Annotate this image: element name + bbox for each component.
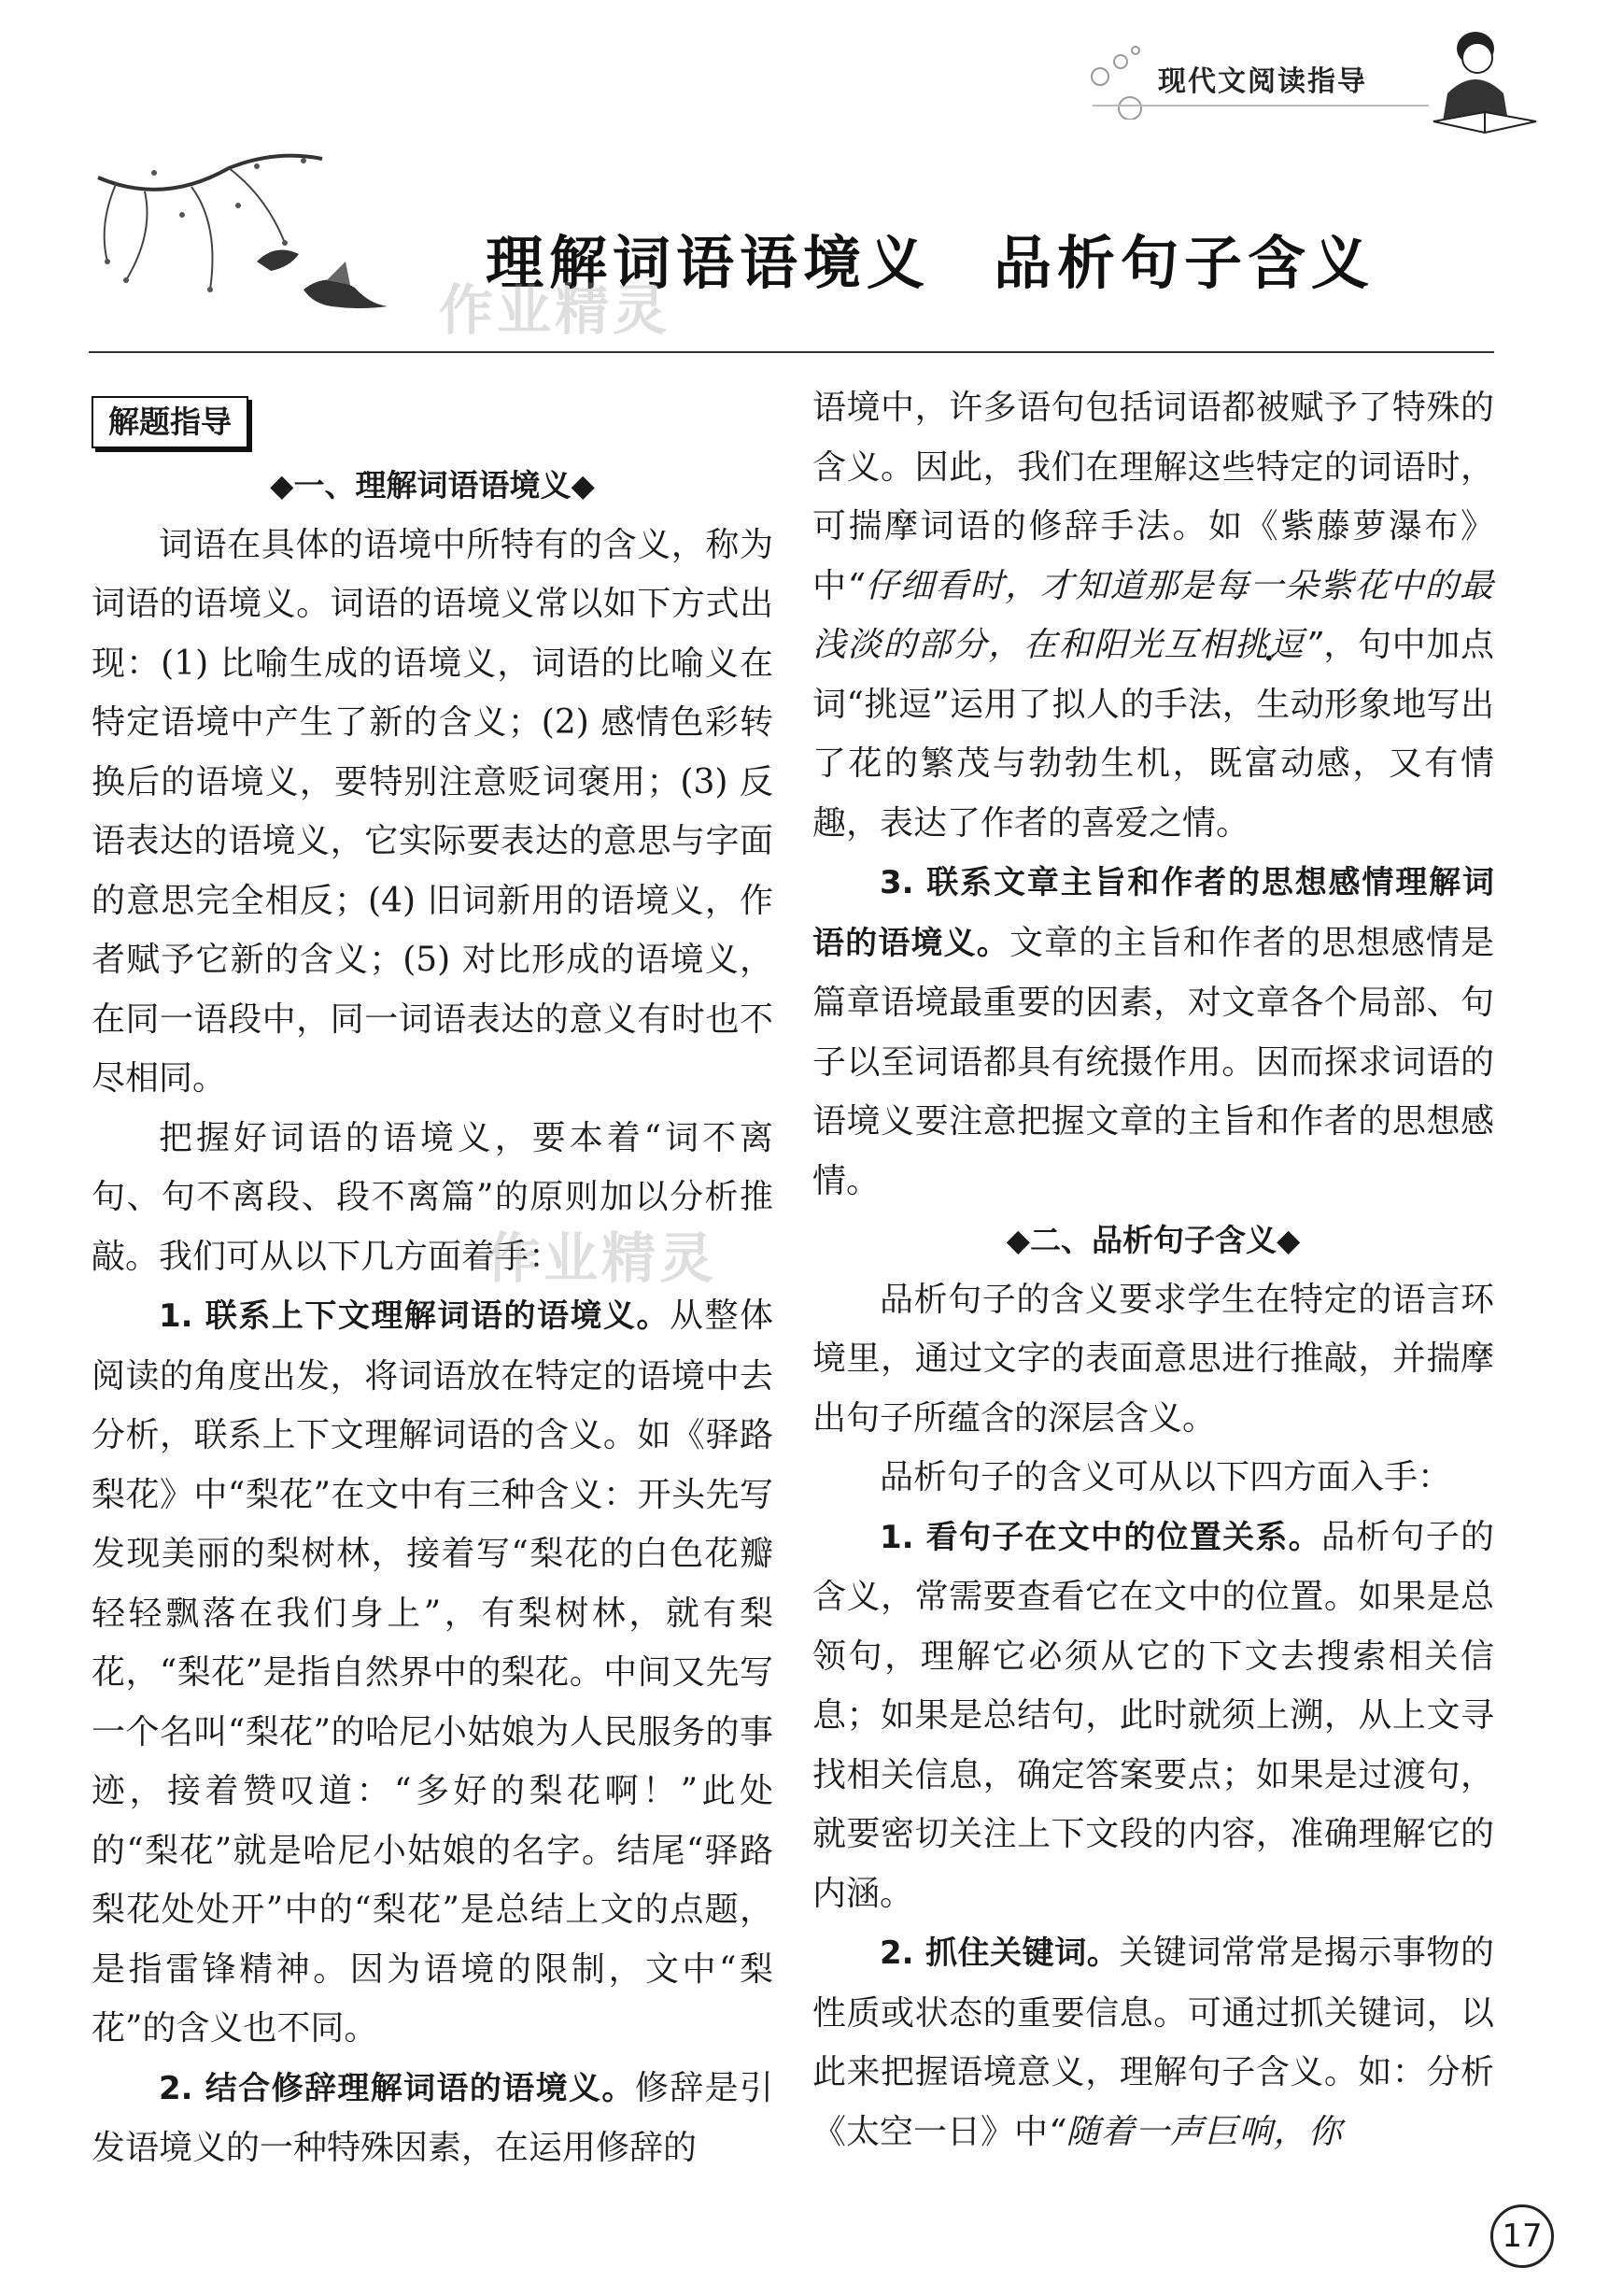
paragraph: 品析句子的含义要求学生在特定的语言环境里，通过文字的表面意思进行推敲，并揣摩出句子所蕴含的深层含义。 (812, 1280, 1494, 1438)
header-tag: 现代文阅读指导 (1158, 65, 1367, 98)
point-2-body: 修辞是引发语境义的一种特殊因素，在运用修辞的 (92, 2068, 773, 2167)
s-point-2-heading: 2. 抓住关键词。 (880, 1935, 1120, 1972)
decorative-bubbles-icon (1083, 45, 1158, 120)
s-point-1-paragraph (812, 1508, 1494, 1924)
paragraph: 把握好词语的语境义，要本着“词不离句、句不离段、段不离篇”的原则加以分析推敲。我们可从以下几方面着手： (92, 1118, 773, 1276)
point-2-text: 语境中，许多语句包括词语都被赋予了特殊的含义。因此，我们在理解这些特定的词语时，可揣摩词语的修辞手法。如《紫藤萝瀑布》中 (812, 389, 1494, 605)
dotted-word (1235, 626, 1305, 664)
page-number: 17 (1490, 2204, 1554, 2268)
watermark: 作业精灵 (439, 278, 671, 342)
point-3-paragraph (812, 853, 1494, 1211)
point-2-continued (812, 378, 1494, 853)
s-point-2-body: 关键词常常是揭示事物的性质或状态的重要信息。可通过抓关键词，以此来把握语境意义，理解句子含义。如：分析《太空一日》中 (812, 1934, 1494, 2151)
guide-badge: 解题指导 (92, 396, 248, 448)
section-heading-1: ◆一、理解词语语境义◆ (270, 467, 595, 503)
point-3-body: 文章的主旨和作者的思想感情是篇章语境最重要的因素，对文章各个局部、句子以至词语都具有统摄作用。因而探求词语的语境义要注意把握文章的主旨和作者的思想感情。 (812, 923, 1494, 1200)
header-underline (1093, 105, 1429, 106)
left-column (92, 383, 773, 2178)
point-1-paragraph (92, 1286, 773, 2059)
point-2-heading: 2. 结合修辞理解词语的语境义。 (159, 2069, 635, 2107)
point-1-heading: 1. 联系上下文理解词语的语境义。 (159, 1297, 670, 1335)
paragraph: 品析句子的含义可从以下四方面入手： (880, 1458, 1452, 1496)
right-column (812, 378, 1494, 2161)
point-3-heading: 3. 联系文章主旨和作者的思想感情理解词语的语境义。 (812, 864, 1494, 962)
point-1-body: 从整体阅读的角度出发，将词语放在特定的语境中去分析，联系上下文理解词语的含义。如《驿路梨花》中“梨花”在文中有三种含义：开头先写发现美丽的梨树林，接着写“梨花的白色花瓣轻轻飘落在我们身上”，有梨树林，就有梨花，“梨花”是指自然界中的梨花。中间又先写一个名叫“梨花”的哈尼小姑娘为人民服务的事迹，接着赞叹道：“多好的梨花啊！”此处的“梨花”就是哈尼小姑娘的名字。结尾“驿路梨花处处开”中的“梨花”是总结上文的点题，是指雷锋精神。因为语境的限制，文中“梨花”的含义也不同。 (92, 1297, 773, 2048)
page-title: 理解词语语境义 品析句子含义 (486, 229, 1376, 297)
point-2-text-b: ，句中加点词“挑逗”运用了拟人的手法，生动形象地写出了花的繁茂与勃勃生机，既富动感，又有情趣，表达了作者的喜爱之情。 (812, 626, 1494, 843)
watermark: 作业精灵 (486, 1226, 718, 1290)
s-point-1-heading: 1. 看句子在文中的位置关系。 (880, 1518, 1321, 1556)
reading-student-icon (1419, 28, 1541, 140)
branch-with-birds-icon (89, 149, 425, 336)
paragraph: 词语在具体的语境中所特有的含义，称为词语的语境义。词语的语境义常以如下方式出现：(1) 比喻生成的语境义，词语的比喻义在特定语境中产生了新的含义；(2) 感情色彩转换后的语境义，要特别注意贬词褒用；(3) 反语表达的语境义，它实际要表达的意思与字面的意思完全相反；(4) 旧词新用的语境义，作者赋予它新的含义；(5) 对比形成的语境义，在同一语段中，同一词语表达的意义有时也不尽相同。 (92, 525, 773, 1098)
quote-end: ” (1305, 626, 1323, 664)
quote-text: “仔细看时，才知道那是每一朵紫花中的最浅淡的部分，在和阳光互相 (812, 566, 1494, 664)
s-point-1-body: 品析句子的含义，常需要查看它在文中的位置。如果是总领句，理解它必须从它的下文去搜索相关信息；如果是总结句，此时就须上溯，从上文寻找相关信息，确定答案要点；如果是过渡句，就要密切关注上下文段的内容，准确理解它的内涵。 (812, 1517, 1494, 1913)
s-point-2-paragraph (812, 1923, 1494, 2161)
point-2-paragraph (92, 2059, 773, 2178)
emphasis-word: 挑逗 (1234, 626, 1306, 664)
section-heading-2: ◆二、品析句子含义◆ (1006, 1222, 1301, 1258)
title-divider (89, 351, 1494, 353)
s-point-2-quote: “随着一声巨响，你 (1048, 2112, 1343, 2151)
